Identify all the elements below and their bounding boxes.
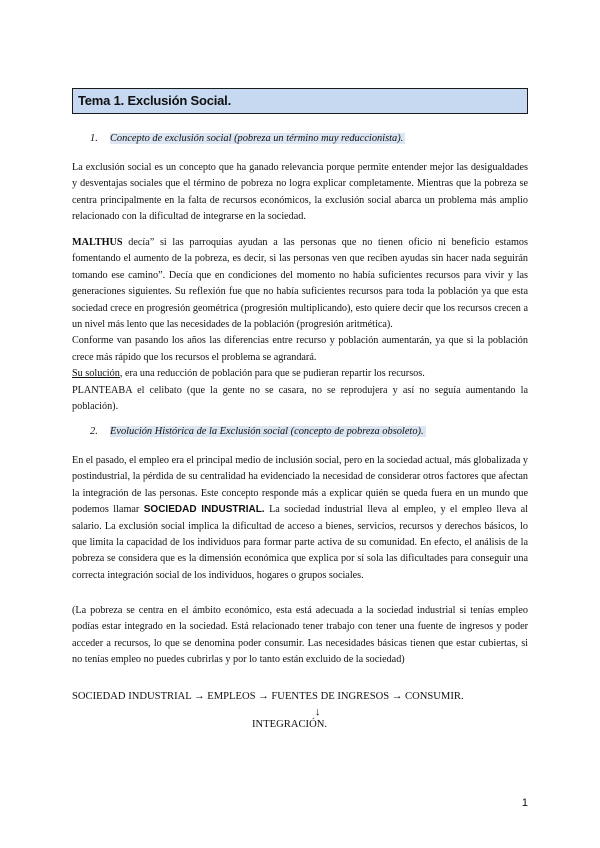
flow-integracion: INTEGRACIÓN. [252, 719, 328, 730]
historia-text-after: La sociedad industrial lleva al empleo, y el empleo lleva al salario. La exclusión social implica la dificultad de acceso a bienes, servicios, recursos y derechos básicos, lo que limita la capacidad de los individuos para formar parte activa de su comunidad. En efecto, el análisis de la pobreza se considera que es la dimensión económica que explica por sí sola las dificultades para conseguir una correcta integración social de los individuos, hogares o grupos sociales. [72, 504, 528, 581]
pobreza-text: (La pobreza se centra en el ámbito económico, esta está adecuada a la sociedad industrial si tenías empleo podías estar integrado en la sociedad. Está relacionado tener trabajo con tener una fuente de ingresos y poder acceder a recursos, lo que se denomina poder consumir. Las necesidades básicas tienen que estar cubiertas, si no tenías empleo no puedes cubrirlas y por lo tanto están excluido de la sociedad) [72, 605, 528, 666]
solucion-text: , era una reducción de población para que se pudieran repartir los recursos. [119, 368, 425, 380]
malthus-paragraph [72, 235, 528, 333]
solucion-label: Su solución [72, 368, 120, 380]
page-number: 1 [521, 797, 528, 809]
conforme-text: Conforme van pasando los años las diferencias entre recurso y población aumentarán, ya que si la población crece más rápido que los recursos el problema se agrandará. [72, 335, 528, 363]
malthus-name: MALTHUS [72, 237, 123, 248]
document-title: Tema 1. Exclusión Social. [72, 88, 528, 114]
sociedad-industrial-term: SOCIEDAD INDUSTRIAL. [143, 504, 265, 516]
paragraph-pobreza [72, 603, 528, 669]
section-title: Concepto de exclusión social (pobreza un término muy reduccionista). [110, 133, 404, 144]
down-arrow-icon: ↓ [315, 706, 321, 718]
paragraph-malthus [72, 235, 528, 415]
section-number: 2. [90, 426, 98, 437]
intro-text: La exclusión social es un concepto que ha ganado relevancia porque permite entender mejor las desigualdades y desventajas sociales que el término de pobreza no logra explicar completamente. Mientras que la pobreza se centra principalmente en la falta de recursos económicos, la exclusión social abarca un problema más amplio relacionado con la dificultad de integrarse en la sociedad. [72, 162, 528, 223]
flow-diagram-line: SOCIEDAD INDUSTRIAL → EMPLEOS → FUENTES DE INGRESOS → CONSUMIR. [72, 691, 464, 702]
malthus-text: decía” si las parroquias ayudan a las personas que no tienen oficio ni beneficio estamos fomentando el aumento de la pobreza, es decir, si las personas ven que reciben ayudas sin hacer nada seguirán tomando ese camino”. Decía que en condiciones del momento no había suficientes recursos para vivir y las generaciones siguientes. Su reflexión fue que no había suficientes recursos para toda la población ya que esta sociedad crece en progresión geométrica (progresión multiplicando), esto quiere decir que los recursos crecen a un nivel más lento que las necesidades de la población (progresión aritmética). [72, 237, 528, 331]
section-heading-2 [90, 424, 426, 440]
section-number: 1. [90, 133, 98, 144]
section-title: Evolución Histórica de la Exclusión social (concepto de pobreza obsoleto). [110, 426, 424, 437]
paragraph-intro [72, 160, 528, 226]
planteaba-text: PLANTEABA el celibato (que la gente no se casara, no se reprodujera y así no seguía aumentando la población). [72, 384, 528, 413]
paragraph-historia [72, 453, 528, 584]
historia-text-before: En el pasado, el empleo era el principal medio de inclusión social, pero en la sociedad actual, más globalizada y postindustrial, la pérdida de su centralidad ha evidenciado la necesidad de considerar otros factores que afectan la integración de las personas. Este concepto responde más a explicar quién se queda fuera en un mundo que podemos llamar [72, 455, 529, 516]
section-heading-1 [90, 131, 405, 147]
solucion-paragraph [72, 366, 528, 382]
historia-paragraph [72, 453, 528, 584]
